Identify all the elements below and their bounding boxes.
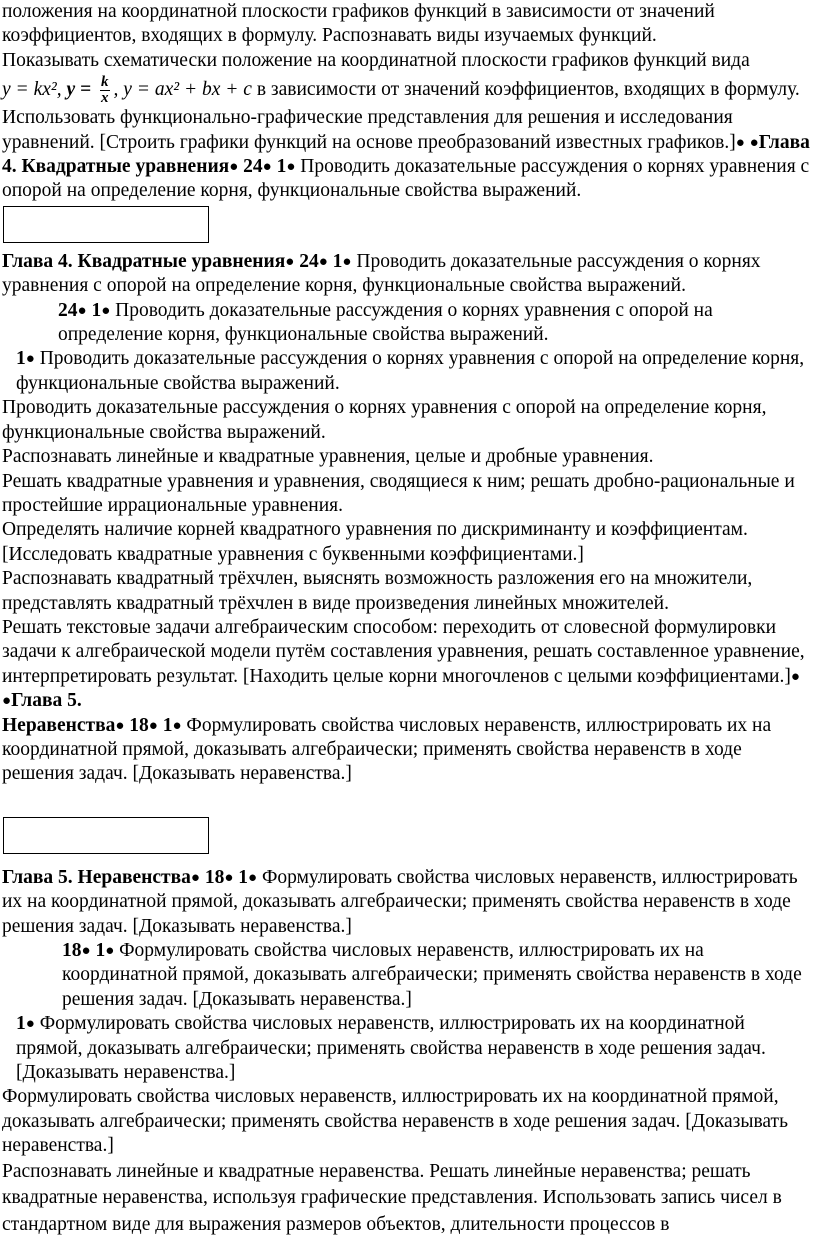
chapter-4-goal: Проводить доказательные рассуждения о корнях уравнения с опорой на определение корня, функциональные свойства выражений. bbox=[16, 348, 805, 394]
empty-frame bbox=[3, 206, 209, 243]
paragraph-formula bbox=[2, 75, 812, 106]
bullet-dot: ● bbox=[77, 302, 87, 319]
bullet-dot: ● bbox=[190, 869, 200, 886]
bullet-dot: ● bbox=[25, 1016, 35, 1033]
chapter-4-goal: Проводить доказательные рассуждения о корнях уравнения с опорой на определение корня, функциональные свойства выражений. bbox=[58, 299, 713, 346]
bullet-dot: ● bbox=[735, 134, 745, 151]
formula-eq: = bbox=[75, 79, 97, 101]
bullet-dot: ● bbox=[81, 943, 91, 959]
chapter-5-goal: Формулировать свойства числовых неравенств, иллюстрировать их на координатной прямой, доказывать алгебраически; применять свойства неравенств в ходе решения задач. [Доказывать неравенства.] bbox=[2, 714, 772, 785]
count-1: 1 bbox=[238, 866, 249, 888]
paragraph-ch4-goal: Проводить доказательные рассуждения о корнях уравнения с опорой на определение корня, функциональные свойства выражений. bbox=[2, 397, 767, 443]
bullet-dot: ● bbox=[229, 159, 239, 176]
paragraph-solve-equations: Решать квадратные уравнения и уравнения, сводящиеся к ним; решать дробно-рациональные и простейшие иррациональные уравнения. bbox=[2, 470, 795, 516]
chapter-5-goal: Формулировать свойства числовых неравенств, иллюстрировать их на координатной прямой, доказывать алгебраически; применять свойства неравенств в ходе решения задач. [Доказывать неравенства.] bbox=[16, 1013, 766, 1084]
empty-frame bbox=[3, 817, 209, 854]
bullet-dot: ● bbox=[148, 717, 158, 734]
bullet-dot: ● bbox=[172, 717, 182, 734]
chapter-5-heading-part: Глава 5. bbox=[11, 690, 82, 712]
count-1: 1 bbox=[162, 714, 173, 736]
bullet-dot: ● bbox=[790, 668, 800, 685]
count-1: 1 bbox=[16, 348, 26, 370]
bullet-dot: ● bbox=[101, 302, 111, 319]
formula-fraction bbox=[100, 75, 110, 106]
count-1: 1 bbox=[332, 250, 343, 272]
bullet-dot: ● bbox=[248, 869, 258, 886]
formula-y: y bbox=[66, 79, 76, 101]
chapter-5-heading: Глава 5. Неравенства bbox=[2, 866, 191, 888]
formula-kx2: y = kx², bbox=[2, 79, 67, 101]
count-1: 1 bbox=[276, 156, 287, 178]
bullet-dot: ● bbox=[224, 869, 234, 886]
hours-24: 24 bbox=[243, 156, 263, 178]
bullet-dot: ● bbox=[25, 351, 35, 368]
bullet-dot: ● bbox=[286, 159, 296, 176]
formula-quadratic: , y = ax² + bx + c bbox=[113, 79, 252, 101]
paragraph-trinomial: Распознавать квадратный трёхчлен, выяснять возможность разложения его на множители, представлять квадратный трёхчлен в виде произведения линейных множителей. bbox=[2, 568, 753, 614]
hours-18: 18 bbox=[204, 866, 225, 888]
paragraph-ch5-full bbox=[2, 866, 812, 939]
hours-24: 24 bbox=[299, 250, 319, 272]
count-1: 1 bbox=[91, 299, 102, 321]
chapter-5-goal: Формулировать свойства числовых неравенств, иллюстрировать их на координатной прямой, доказывать алгебраически; применять свойства неравенств в ходе решения задач. [Доказывать неравенства.] bbox=[2, 866, 798, 937]
paragraph-ch5-18 bbox=[2, 939, 812, 1012]
chapter-4-goal: Проводить доказательные рассуждения о корнях уравнения с опорой на определение корня, функциональные свойства выражений. bbox=[2, 156, 810, 202]
bullet-dot: ● bbox=[285, 253, 295, 270]
paragraph-graph-positions: положения на координатной плоскости графиков функций в зависимости от значений коэффициентов, входящих в формулу. Распознавать виды изучаемых функций. bbox=[2, 1, 715, 47]
paragraph-recognize-equations: Распознавать линейные и квадратные уравнения, целые и дробные уравнения. bbox=[2, 446, 654, 468]
bullet-dot: ● bbox=[262, 159, 272, 176]
paragraph-inequalities: Распознавать линейные и квадратные неравенства. Решать линейные неравенства; решать квадратные неравенства, используя графические представления. Использовать запись чисел в стандартном виде для выражения размеров объектов, длительности процессов в bbox=[2, 1160, 782, 1235]
paragraph-ch5-goal: Формулировать свойства числовых неравенств, иллюстрировать их на координатной прямой, доказывать алгебраически; применять свойства неравенств в ходе решения задач. [Доказывать неравенства.] bbox=[2, 1086, 788, 1157]
bullet-dot: ● bbox=[749, 134, 759, 151]
hours-24: 24 bbox=[58, 299, 78, 321]
hours-18: 18 bbox=[129, 714, 149, 736]
paragraph-ch4-1 bbox=[2, 347, 812, 396]
count-1: 1 bbox=[16, 1013, 26, 1035]
text-word-problems: Решать текстовые задачи алгебраическим способом: переходить от словесной формулировки задачи к алгебраической модели путём составления уравнения, решать составленное уравнение, интерпретировать результат. [Находить целые корни многочленов с целыми коэффициентами.] bbox=[2, 616, 805, 687]
fraction-numerator: k bbox=[101, 74, 109, 91]
paragraph-ch5-1 bbox=[2, 1012, 812, 1085]
count-1: 1 bbox=[95, 940, 106, 961]
bullet-dot: ● bbox=[318, 253, 328, 270]
paragraph-discriminant: Определять наличие корней квадратного уравнения по дискриминанту и коэффициентам. [Исследовать квадратные уравнения с буквенными коэффициентами.] bbox=[2, 519, 748, 565]
hours-18: 18 bbox=[62, 940, 82, 961]
paragraph-word-problems bbox=[2, 616, 812, 787]
bullet-dot: ● bbox=[105, 943, 115, 959]
paragraph-ch4-full bbox=[2, 250, 812, 299]
text-functional-graphic: Использовать функционально-графические представления для решения и исследования уравнений. [Строить графики функций на основе преобразований известных графиков.] bbox=[2, 107, 736, 153]
bullet-dot: ● bbox=[342, 253, 352, 270]
paragraph-ch4-24 bbox=[2, 299, 812, 348]
bullet-dot: ● bbox=[115, 717, 125, 734]
chapter-5-goal: Формулировать свойства числовых неравенств, иллюстрировать их на координатной прямой, доказывать алгебраически; применять свойства неравенств в ходе решения задач. [Доказывать неравенства.] bbox=[62, 940, 802, 1010]
chapter-4-heading: Глава 4. Квадратные уравнения bbox=[2, 131, 810, 178]
paragraph-show-schematic: Показывать схематически положение на координатной плоскости графиков функций вида bbox=[2, 49, 750, 71]
chapter-4-goal: Проводить доказательные рассуждения о корнях уравнения с опорой на определение корня, функциональные свойства выражений. bbox=[2, 250, 761, 297]
bullet-dot: ● bbox=[2, 693, 12, 710]
formula-tail: в зависимости от значений коэффициентов, входящих в формулу. bbox=[251, 79, 800, 101]
paragraph-functional-graphic bbox=[2, 106, 812, 204]
chapter-4-heading: Глава 4. Квадратные уравнения bbox=[2, 250, 286, 272]
chapter-5-heading-part: Неравенства bbox=[2, 714, 116, 736]
fraction-denominator: x bbox=[101, 90, 109, 107]
